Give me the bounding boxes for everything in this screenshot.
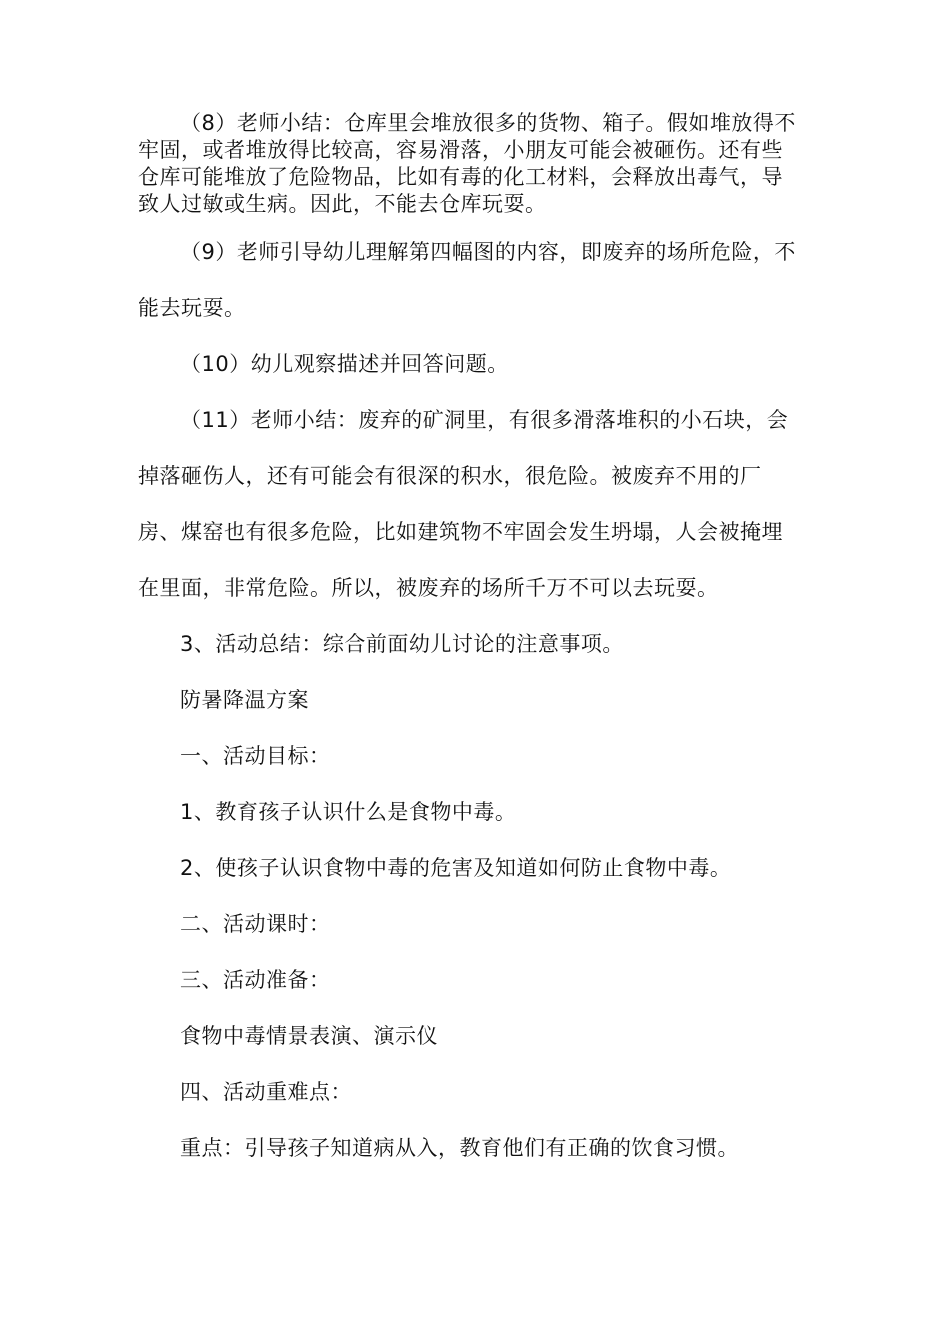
p8-line-4: 致人过敏或生病。因此，不能去仓库玩耍。 — [138, 192, 547, 216]
activity-summary: 3、活动总结：综合前面幼儿讨论的注意事项。 — [180, 632, 624, 656]
p11-line-2: 掉落砸伤人，还有可能会有很深的积水，很危险。被废弃不用的厂 — [138, 464, 762, 488]
p9-line-2: 能去玩耍。 — [138, 296, 246, 320]
goal-2: 2、使孩子认识食物中毒的危害及知道如何防止食物中毒。 — [180, 856, 732, 880]
p11-line-1: （11）老师小结：废弃的矿洞里，有很多滑落堆积的小石块，会 — [180, 408, 789, 432]
heading-hours: 二、活动课时： — [180, 912, 331, 936]
p8-line-2: 牢固，或者堆放得比较高，容易滑落，小朋友可能会被砸伤。还有些 — [138, 138, 783, 162]
section-title: 防暑降温方案 — [180, 688, 309, 712]
heading-preparation: 三、活动准备： — [180, 968, 331, 992]
p11-line-4: 在里面，非常危险。所以，被废弃的场所千万不可以去玩耍。 — [138, 576, 719, 600]
p9-line-1: （9）老师引导幼儿理解第四幅图的内容，即废弃的场所危险，不 — [180, 240, 796, 264]
heading-goals: 一、活动目标： — [180, 744, 331, 768]
p8-line-1: （8）老师小结：仓库里会堆放很多的货物、箱子。假如堆放得不 — [180, 111, 796, 135]
p11-line-3: 房、煤窑也有很多危险，比如建筑物不牢固会发生坍塌，人会被掩埋 — [138, 520, 783, 544]
p8-line-3: 仓库可能堆放了危险物品，比如有毒的化工材料，会释放出毒气，导 — [138, 165, 783, 189]
heading-key-points: 四、活动重难点： — [180, 1080, 352, 1104]
p10-line-1: （10）幼儿观察描述并回答问题。 — [180, 352, 509, 376]
key-point-text: 重点：引导孩子知道病从入，教育他们有正确的饮食习惯。 — [180, 1136, 739, 1160]
preparation-items: 食物中毒情景表演、演示仪 — [180, 1024, 438, 1048]
goal-1: 1、教育孩子认识什么是食物中毒。 — [180, 800, 517, 824]
